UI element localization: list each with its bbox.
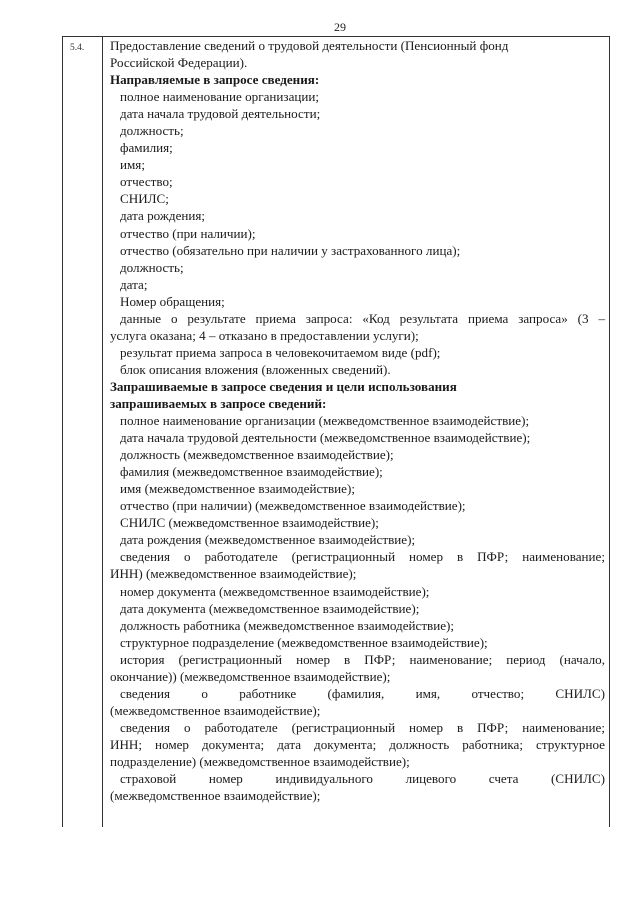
requested-field-item: отчество (при наличии) (межведомственное взаимодействие); bbox=[120, 498, 466, 514]
sent-field-item: дата; bbox=[120, 276, 148, 292]
requested-field-item: страховой номер индивидуального лицевого счета (СНИЛС) bbox=[120, 771, 605, 787]
row-content bbox=[110, 37, 605, 804]
row-number: 5.4. bbox=[70, 43, 85, 53]
requested-field-item: сведения о работнике (фамилия, имя, отчество; СНИЛС) bbox=[120, 685, 605, 701]
sent-field-item: отчество (при наличии); bbox=[120, 225, 256, 241]
requested-field-item: полное наименование организации (межведомственное взаимодействие); bbox=[120, 413, 530, 429]
row-title-line: Российской Федерации). bbox=[110, 55, 248, 71]
requested-field-item-continuation: окончание)) (межведомственное взаимодействие); bbox=[110, 668, 391, 684]
sent-field-item: данные о результате приема запроса: «Код результата приема запроса» (3 – bbox=[120, 310, 605, 326]
sent-field-item: имя; bbox=[120, 157, 145, 173]
sent-field-item: фамилия; bbox=[120, 140, 173, 156]
sent-field-item: дата начала трудовой деятельности; bbox=[120, 106, 321, 122]
requested-field-item: должность работника (межведомственное взаимодействие); bbox=[120, 617, 455, 633]
requested-field-item: имя (межведомственное взаимодействие); bbox=[120, 481, 355, 497]
sent-field-item: СНИЛС; bbox=[120, 191, 169, 207]
requested-field-item: СНИЛС (межведомственное взаимодействие); bbox=[120, 515, 379, 531]
requested-field-item-continuation: (межведомственное взаимодействие); bbox=[110, 702, 321, 718]
requested-fields-heading: запрашиваемых в запросе сведений: bbox=[110, 395, 327, 411]
requested-field-item-continuation: подразделение) (межведомственное взаимодействие); bbox=[110, 753, 410, 769]
requested-field-item-continuation: (межведомственное взаимодействие); bbox=[110, 788, 321, 804]
sent-field-item: Номер обращения; bbox=[120, 293, 225, 309]
sent-field-item: блок описания вложения (вложенных сведений). bbox=[120, 361, 391, 377]
sent-field-item: должность; bbox=[120, 123, 184, 139]
requested-field-item: сведения о работодателе (регистрационный номер в ПФР; наименование; bbox=[120, 549, 605, 565]
requirements-table bbox=[62, 36, 610, 827]
requested-field-item: фамилия (межведомственное взаимодействие); bbox=[120, 464, 383, 480]
requested-field-item: дата начала трудовой деятельности (межведомственное взаимодействие); bbox=[120, 430, 531, 446]
sent-field-item: результат приема запроса в человекочитаемом виде (pdf); bbox=[120, 344, 441, 360]
sent-field-item-continuation: услуга оказана; 4 – отказано в предоставлении услуги); bbox=[110, 327, 419, 343]
requested-field-item: дата рождения (межведомственное взаимодействие); bbox=[120, 532, 416, 548]
sent-field-item: отчество (обязательно при наличии у застрахованного лица); bbox=[120, 242, 461, 258]
row-title-line: Предоставление сведений о трудовой деятельности (Пенсионный фонд bbox=[110, 38, 509, 53]
sent-field-item: полное наименование организации; bbox=[120, 89, 320, 105]
requested-field-item: сведения о работодателе (регистрационный номер в ПФР; наименование; bbox=[120, 719, 605, 735]
requested-field-item: должность (межведомственное взаимодействие); bbox=[120, 447, 394, 463]
requested-field-item-continuation: ИНН; номер документа; дата документа; должность работника; структурное bbox=[110, 736, 605, 752]
requested-field-item: номер документа (межведомственное взаимодействие); bbox=[120, 583, 430, 599]
sent-fields-heading: Направляемые в запросе сведения: bbox=[110, 72, 320, 88]
column-divider bbox=[102, 37, 103, 827]
sent-field-item: должность; bbox=[120, 259, 184, 275]
requested-fields-heading: Запрашиваемые в запросе сведения и цели использования bbox=[110, 378, 457, 394]
requested-field-item-continuation: ИНН) (межведомственное взаимодействие); bbox=[110, 566, 357, 582]
requested-field-item: дата документа (межведомственное взаимодействие); bbox=[120, 600, 420, 616]
requested-field-item: история (регистрационный номер в ПФР; наименование; период (начало, bbox=[120, 651, 605, 667]
sent-field-item: отчество; bbox=[120, 174, 173, 190]
requested-field-item: структурное подразделение (межведомственное взаимодействие); bbox=[120, 634, 488, 650]
page-number: 29 bbox=[334, 20, 346, 34]
sent-field-item: дата рождения; bbox=[120, 208, 206, 224]
